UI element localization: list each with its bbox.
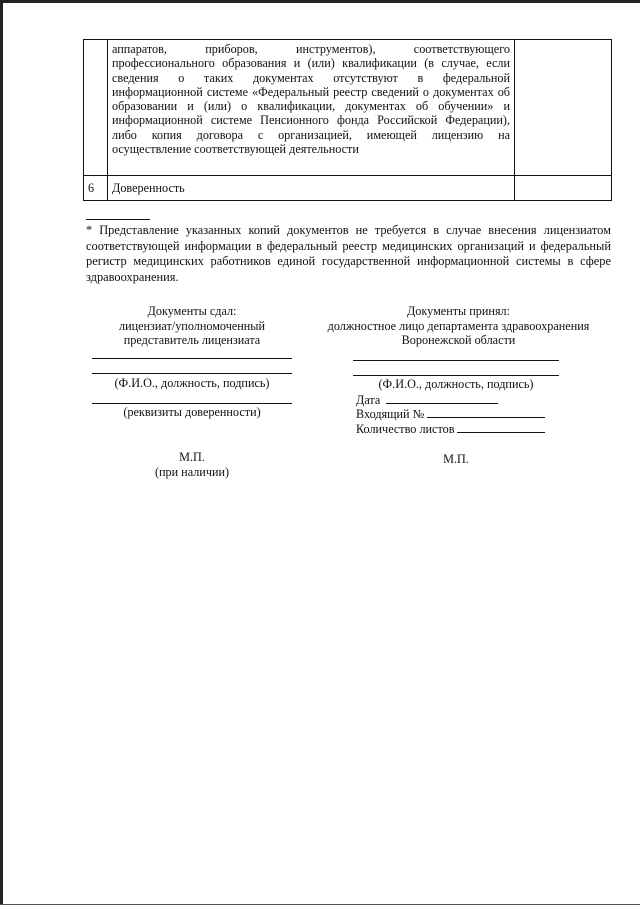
row-text-line: информационной системе «Федеральный реестр сведений о документах об (112, 84, 510, 99)
left-role-line1: лицензиат/уполномоченный (119, 319, 265, 333)
row-description-cell: Доверенность (108, 176, 515, 201)
footnote-text: * Представление указанных копий документов не требуется в случае внесения лицензиатом соответствующей информации в федеральный реестр медицинских организаций и федеральный регистр медицинских работников единой государственной информационной системы в сфере здравоохранения. (86, 223, 611, 284)
row-number-cell: 6 (84, 176, 108, 201)
left-stamp-note: (при наличии) (154, 465, 230, 479)
right-fio-caption: (Ф.И.О., должность, подпись) (378, 377, 534, 391)
row-blank-cell (515, 40, 612, 176)
row-text-line: образовании и (или) о квалификации, документах об обучении» и (112, 99, 510, 114)
table-row (84, 40, 612, 176)
left-signature-line-2 (92, 373, 292, 374)
incoming-number-label: Входящий № (356, 407, 425, 421)
right-signature-line (353, 360, 559, 361)
row-description-cell (108, 40, 515, 176)
page-left-edge (0, 0, 3, 905)
row-blank-cell (515, 176, 612, 201)
date-field (356, 392, 498, 407)
row-text-line: аппаратов, приборов, инструментов), соответствующего (112, 42, 510, 56)
sheets-count-field (356, 421, 545, 436)
sheets-count-line (457, 421, 545, 433)
right-title: Документы принял: (406, 304, 511, 318)
incoming-number-line (427, 406, 545, 418)
sheets-count-label: Количество листов (356, 422, 455, 436)
row-text-line: сведения о таких документах отсутствуют в федеральной (112, 70, 510, 85)
footnote-rule (86, 219, 150, 220)
row-text-line: информационной системе Пенсионного фонда Российской Федерации), (112, 113, 510, 128)
left-title: Документы сдал: (147, 304, 237, 318)
row-number-cell (84, 40, 108, 176)
left-role-line2: представитель лицензиата (123, 333, 261, 347)
left-requisites-line (92, 403, 292, 404)
documents-table (83, 39, 612, 201)
row-text-line: профессионального образования и (или) квалификации (в случае, если (112, 56, 510, 71)
row-text-line: либо копия договора с организацией, имеющей лицензию на (112, 127, 510, 142)
left-signature-line (92, 358, 292, 359)
right-role-line1: должностное лицо департамента здравоохранения (327, 319, 590, 333)
left-stamp-label: М.П. (179, 450, 205, 464)
date-line (386, 392, 498, 404)
table-row (84, 176, 612, 201)
page-top-edge (0, 0, 640, 3)
right-stamp-label: М.П. (443, 452, 469, 466)
left-requisites-caption: (реквизиты доверенности) (123, 405, 261, 419)
date-label: Дата (356, 393, 381, 407)
incoming-number-field (356, 406, 545, 421)
left-fio-caption: (Ф.И.О., должность, подпись) (114, 376, 270, 390)
right-role-line2: Воронежской области (401, 333, 516, 347)
row-text-line: осуществление соответствующей деятельности (112, 142, 359, 157)
right-signature-line-2 (353, 375, 559, 376)
